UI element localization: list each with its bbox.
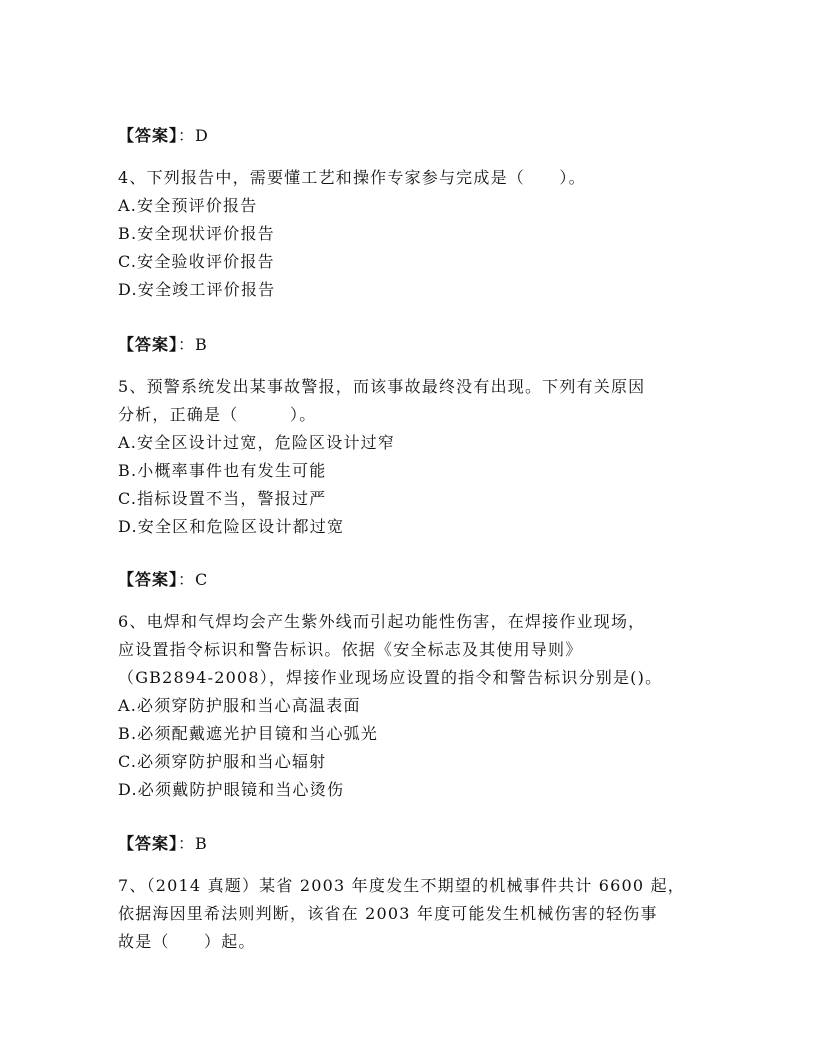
option-d: D.必须戴防护眼镜和当心烫伤 — [118, 780, 345, 799]
question-stem: 分析，正确是（ ）。 — [118, 405, 317, 424]
option-d: D.安全区和危险区设计都过宽 — [118, 517, 345, 536]
answer-label: 【答案】 — [118, 335, 179, 354]
answer-line — [118, 331, 718, 359]
question-7 — [118, 872, 718, 956]
question-stem: 6、电焊和气焊均会产生紫外线而引起功能性伤害，在焊接作业现场， — [118, 612, 646, 631]
option-a: A.必须穿防护服和当心高温表面 — [118, 696, 361, 715]
question-stem: 5、预警系统发出某事故警报，而该事故最终没有出现。下列有关原因 — [118, 377, 646, 396]
answer-value: B — [195, 834, 208, 853]
question-5 — [118, 373, 718, 541]
option-b: B.安全现状评价报告 — [118, 224, 275, 243]
option-c: C.安全验收评价报告 — [118, 252, 275, 271]
question-stem: （GB2894-2008），焊接作业现场应设置的指令和警告标识分别是()。 — [118, 668, 663, 687]
question-stem: 4、下列报告中，需要懂工艺和操作专家参与完成是（ ）。 — [118, 168, 586, 187]
answer-separator: ： — [178, 335, 196, 354]
answer-label: 【答案】 — [118, 570, 179, 589]
option-a: A.安全区设计过宽，危险区设计过窄 — [118, 433, 396, 452]
answer-line — [118, 830, 718, 858]
answer-label: 【答案】 — [118, 126, 179, 145]
option-d: D.安全竣工评价报告 — [118, 280, 276, 299]
answer-label: 【答案】 — [118, 834, 179, 853]
option-b: B.必须配戴遮光护目镜和当心弧光 — [118, 724, 379, 743]
answer-separator: ： — [178, 126, 196, 145]
answer-value: D — [195, 126, 209, 145]
option-c: C.指标设置不当，警报过严 — [118, 489, 327, 508]
question-stem: 依据海因里希法则判断，该省在 2003 年度可能发生机械伤害的轻伤事 — [118, 904, 658, 923]
option-b: B.小概率事件也有发生可能 — [118, 461, 327, 480]
answer-value: B — [195, 335, 208, 354]
option-c: C.必须穿防护服和当心辐射 — [118, 752, 327, 771]
question-6 — [118, 608, 718, 804]
answer-separator: ： — [178, 834, 196, 853]
question-stem: 应设置指令标识和警告标识。依据《安全标志及其使用导则》 — [118, 640, 583, 659]
answer-value: C — [195, 570, 209, 589]
question-4 — [118, 164, 718, 304]
question-stem: 7、（2014 真题）某省 2003 年度发生不期望的机械事件共计 6600 起， — [118, 876, 685, 895]
answer-separator: ： — [178, 570, 196, 589]
answer-line — [118, 122, 718, 150]
question-stem: 故是（ ）起。 — [118, 932, 256, 951]
answer-line — [118, 566, 718, 594]
option-a: A.安全预评价报告 — [118, 196, 258, 215]
